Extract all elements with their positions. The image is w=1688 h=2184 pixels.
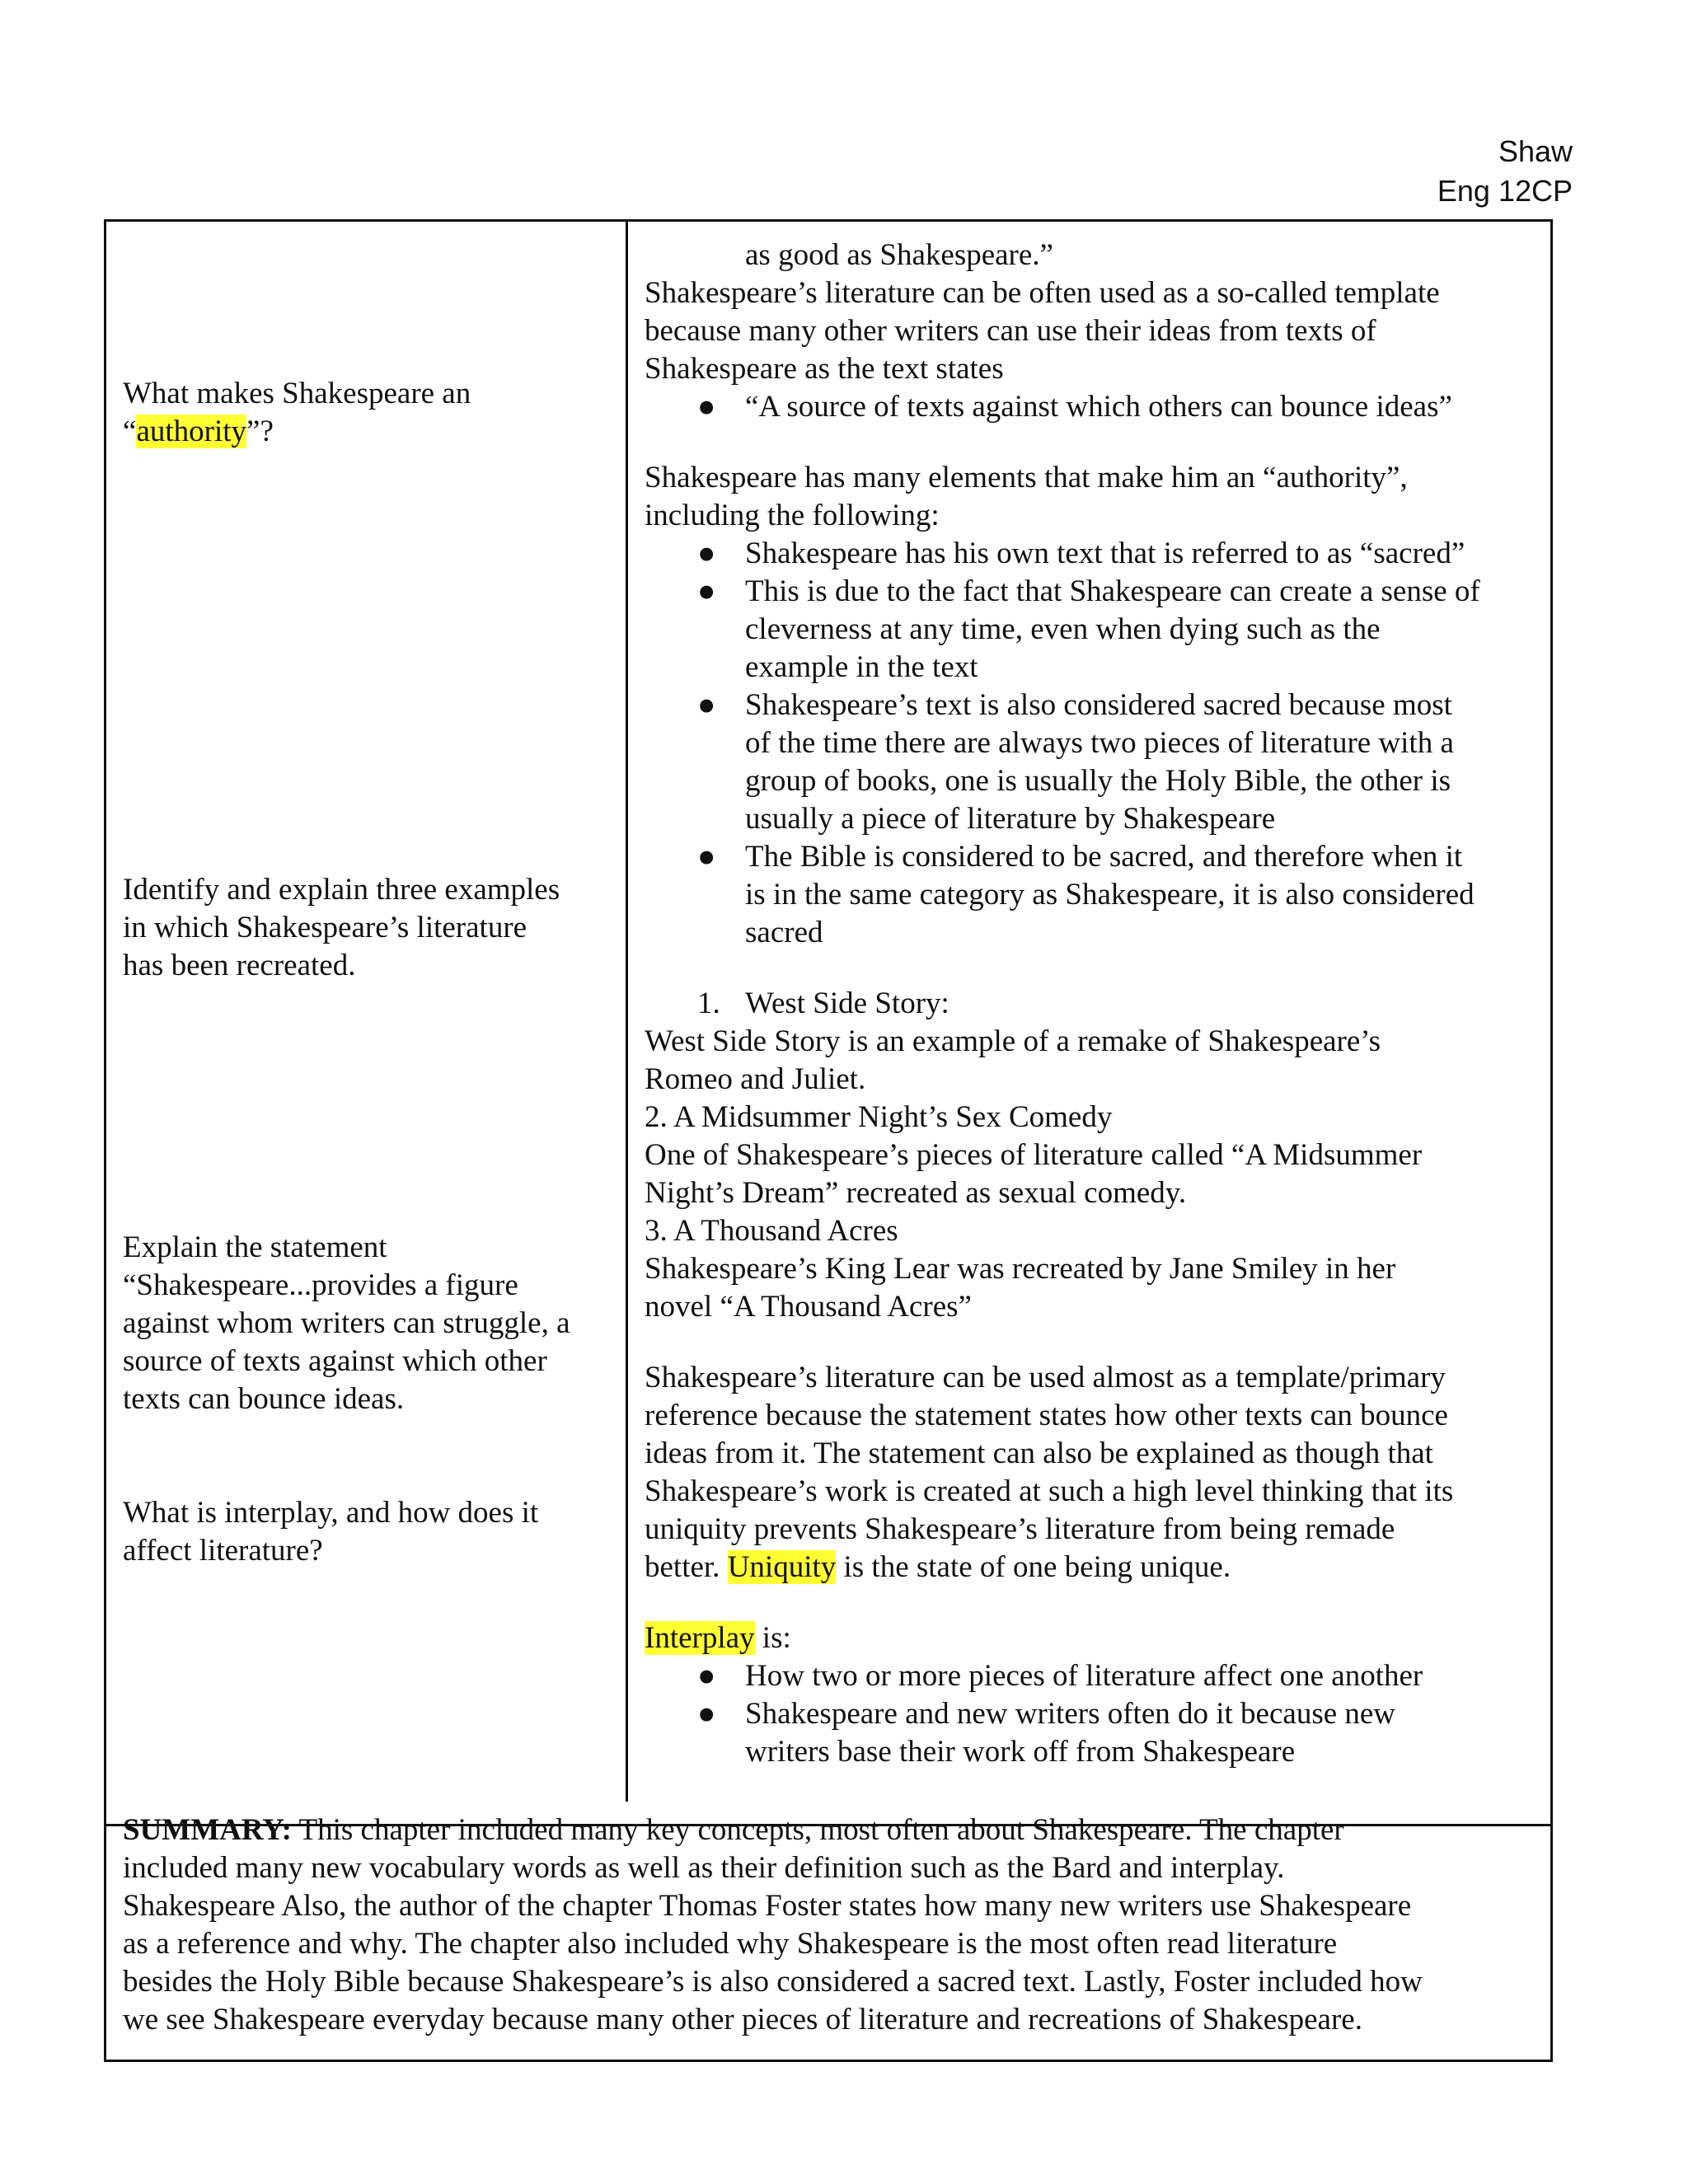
- highlighted-term: authority: [136, 415, 247, 448]
- notes-line: The Bible is considered to be sacred, and therefore when it: [745, 840, 1463, 874]
- question-line: in which Shakespeare’s literature: [123, 911, 528, 944]
- question-line: affect literature?: [123, 1534, 323, 1568]
- notes-line: Shakespeare’s literature can be often used as a so-called template: [645, 276, 1440, 310]
- notes-line: West Side Story is an example of a remake of Shakespeare’s: [645, 1024, 1381, 1058]
- question-line: source of texts against which other: [123, 1344, 547, 1378]
- numbered-item: [645, 985, 1543, 1023]
- notes-line: as good as Shakespeare.”: [745, 238, 1053, 272]
- notes-line: Shakespeare’s literature can be used almost as a template/primary: [645, 1361, 1446, 1394]
- text-segment: better.: [645, 1550, 720, 1584]
- notes-line: reference because the statement states how other texts can bounce: [645, 1399, 1448, 1432]
- notes-line: including the following:: [645, 499, 940, 532]
- question-authority: [123, 375, 617, 451]
- notes-line: [645, 1549, 1543, 1586]
- question-statement: [123, 1229, 617, 1418]
- summary-line: we see Shakespeare everyday because many other pieces of literature and recreations of Shakespeare.: [123, 2003, 1362, 2036]
- notes-line: Shakespeare and new writers often do it because new: [745, 1697, 1396, 1731]
- notes-line: [645, 1619, 1543, 1657]
- notes-line: How two or more pieces of literature affect one another: [745, 1659, 1423, 1693]
- cornell-notes-table: [104, 219, 1553, 1826]
- bullet-item: [645, 1695, 1543, 1771]
- notes-line: of the time there are always two pieces of literature with a: [745, 726, 1454, 760]
- notes-line: ideas from it. The statement can also be explained as though that: [645, 1436, 1433, 1470]
- text-segment: is the state of one being unique.: [843, 1550, 1231, 1584]
- notes-line: “A source of texts against which others can bounce ideas”: [745, 390, 1452, 424]
- notes-column: [628, 222, 1550, 1802]
- open-quote: “: [123, 415, 137, 448]
- notes-line: Romeo and Juliet.: [645, 1062, 866, 1096]
- summary-label: SUMMARY:: [123, 1813, 292, 1847]
- question-line: Explain the statement: [123, 1230, 387, 1264]
- text-segment: This chapter included many key concepts, most often about Shakespeare. The chapter: [298, 1813, 1344, 1847]
- item-number: 1.: [697, 987, 720, 1020]
- notes-line: Shakespeare’s King Lear was recreated by Jane Smiley in her: [645, 1252, 1396, 1286]
- class-name: Eng 12CP: [1437, 174, 1573, 208]
- bullet-icon: ●: [697, 1659, 716, 1693]
- highlighted-term: Interplay: [645, 1621, 755, 1655]
- bullet-item: [645, 573, 1543, 687]
- notes-line: Shakespeare has his own text that is referred to as “sacred”: [745, 537, 1465, 570]
- notes-line: Shakespeare’s work is created at such a high level thinking that its: [645, 1474, 1454, 1508]
- summary-line: included many new vocabulary words as well as their definition such as the Bard and interplay.: [123, 1851, 1285, 1885]
- bullet-item: [645, 388, 1543, 426]
- notes-body: [628, 222, 1551, 1771]
- bullet-item: [645, 535, 1543, 573]
- question-line: What is interplay, and how does it: [123, 1496, 539, 1530]
- student-name: Shaw: [1498, 134, 1573, 168]
- bullet-icon: ●: [697, 688, 716, 722]
- summary-line: Shakespeare Also, the author of the chapter Thomas Foster states how many new writers use Shakespeare: [123, 1889, 1412, 1923]
- questions-column: [106, 222, 628, 1802]
- bullet-item: [645, 838, 1543, 952]
- example-title: 3. A Thousand Acres: [645, 1214, 898, 1248]
- notes-line: Shakespeare as the text states: [645, 352, 1004, 386]
- example-title: 2. A Midsummer Night’s Sex Comedy: [645, 1100, 1113, 1134]
- notes-line: sacred: [745, 916, 823, 949]
- question-line: texts can bounce ideas.: [123, 1382, 405, 1416]
- notes-line: This is due to the fact that Shakespeare can create a sense of: [745, 574, 1480, 608]
- question-line: Identify and explain three examples: [123, 873, 560, 907]
- question-line: “Shakespeare...provides a figure: [123, 1268, 518, 1302]
- question-line: [123, 413, 617, 451]
- notes-line: novel “A Thousand Acres”: [645, 1290, 972, 1324]
- bullet-icon: ●: [697, 1697, 716, 1731]
- notes-line: because many other writers can use their ideas from texts of: [645, 314, 1376, 348]
- summary-line: [123, 1811, 1534, 1849]
- notes-line: uniquity prevents Shakespeare’s literature from being remade: [645, 1512, 1395, 1546]
- notes-line: is in the same category as Shakespeare, it is also considered: [745, 878, 1475, 912]
- notes-line: group of books, one is usually the Holy Bible, the other is: [745, 764, 1451, 798]
- notes-line: Night’s Dream” recreated as sexual comedy.: [645, 1176, 1187, 1210]
- notes-line: cleverness at any time, even when dying such as the: [745, 612, 1381, 646]
- bullet-item: [645, 687, 1543, 838]
- highlighted-term: Uniquity: [727, 1550, 837, 1584]
- bullet-item: [645, 1657, 1543, 1695]
- notes-line: Shakespeare’s text is also considered sacred because most: [745, 688, 1452, 722]
- summary-line: as a reference and why. The chapter also included why Shakespeare is the most often read literature: [123, 1927, 1338, 1961]
- notes-line: usually a piece of literature by Shakespeare: [745, 802, 1276, 836]
- notes-line: Shakespeare has many elements that make him an “authority”,: [645, 461, 1408, 494]
- summary-line: besides the Holy Bible because Shakespeare’s is also considered a sacred text. Lastly, Foster included how: [123, 1965, 1423, 1999]
- notes-line: writers base their work off from Shakespeare: [745, 1735, 1296, 1769]
- question-line: against whom writers can struggle, a: [123, 1306, 570, 1340]
- notes-line: One of Shakespeare’s pieces of literature called “A Midsummer: [645, 1138, 1423, 1172]
- bullet-icon: ●: [697, 390, 716, 424]
- question-line: has been recreated.: [123, 949, 356, 982]
- page-header: [1437, 132, 1573, 211]
- example-title: West Side Story:: [745, 987, 950, 1020]
- question-recreated: [123, 871, 617, 985]
- close-quote: ”?: [246, 415, 274, 448]
- notes-line: example in the text: [745, 650, 978, 684]
- bullet-icon: ●: [697, 574, 716, 608]
- bullet-icon: ●: [697, 537, 716, 570]
- summary-section: [104, 1797, 1553, 2062]
- text-segment: is:: [762, 1621, 791, 1655]
- bullet-icon: ●: [697, 840, 716, 874]
- question-line: What makes Shakespeare an: [123, 377, 471, 410]
- question-interplay: [123, 1494, 617, 1570]
